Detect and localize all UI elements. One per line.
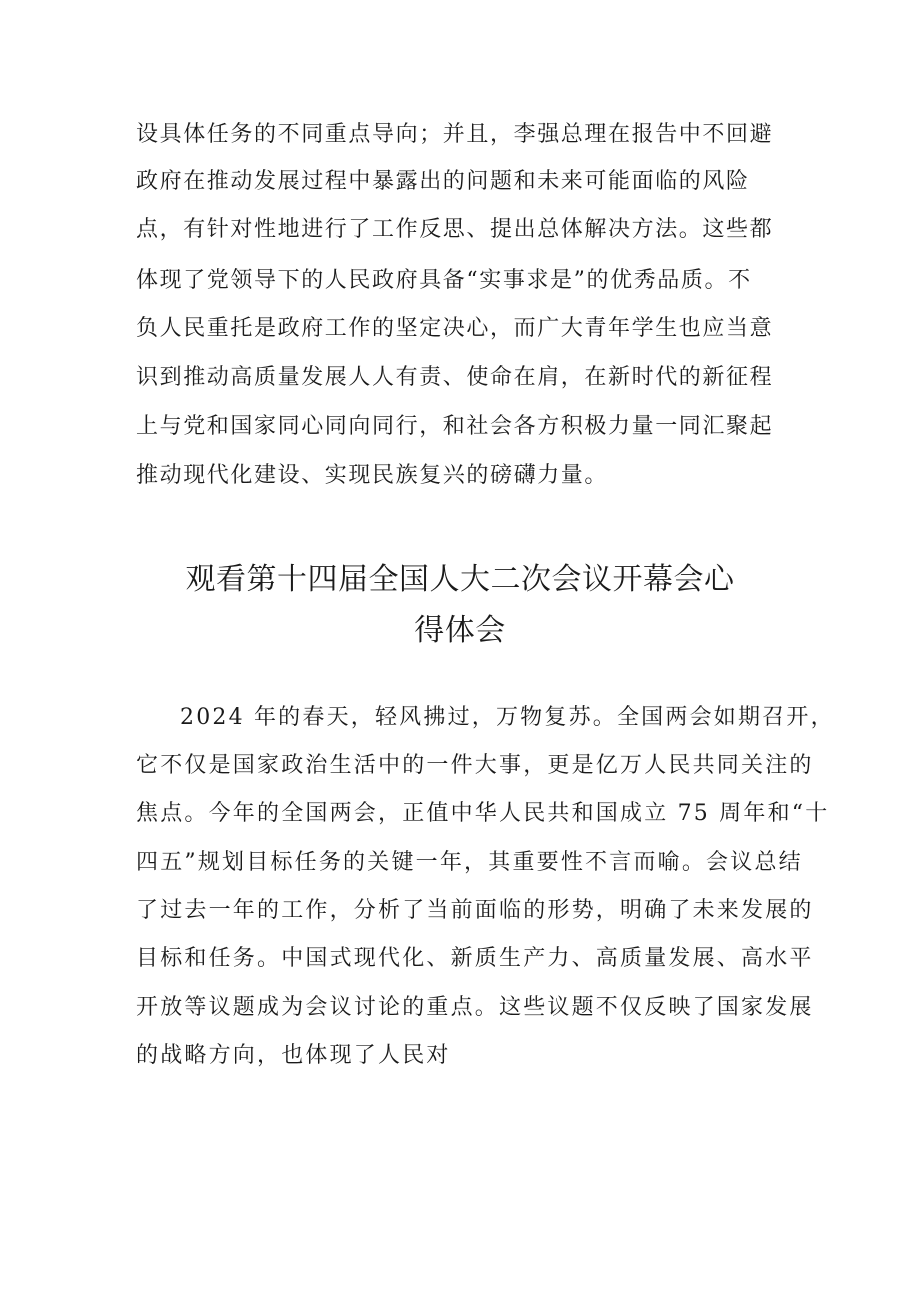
section-heading-line-1: 观看第十四届全国人大二次会议开幕会心 [185, 562, 735, 597]
paragraph-line: 体现了党领导下的人民政府具备“实事求是”的优秀品质。不 [136, 268, 752, 293]
paragraph-line: 开放等议题成为会议讨论的重点。这些议题不仅反映了国家发展 [136, 995, 814, 1020]
paragraph-line: 的战略方向，也体现了人民对 [136, 1043, 451, 1068]
paragraph-line: 识到推动高质量发展人人有责、使命在肩，在新时代的新征程 [136, 365, 774, 390]
paragraph-line: 设具体任务的不同重点导向；并且，李强总理在报告中不回避 [136, 122, 774, 147]
paragraph-line: 它不仅是国家政治生活中的一件大事，更是亿万人民共同关注的 [136, 753, 814, 778]
paragraph-line: 四五”规划目标任务的关键一年，其重要性不言而喻。会议总结 [136, 850, 803, 875]
paragraph-line: 目标和任务。中国式现代化、新质生产力、高质量发展、高水平 [136, 946, 814, 971]
paragraph-line: 点，有针对性地进行了工作反思、提出总体解决方法。这些都 [136, 217, 774, 242]
paragraph-line: 政府在推动发展过程中暴露出的问题和未来可能面临的风险 [136, 169, 750, 194]
paragraph-line: 了过去一年的工作，分析了当前面临的形势，明确了未来发展的 [136, 898, 814, 923]
paragraph-line: 上与党和国家同心同向同行，和社会各方积极力量一同汇聚起 [136, 414, 774, 439]
paragraph-line: 焦点。今年的全国两会，正值中华人民共和国成立 75 周年和“十 [136, 801, 830, 826]
paragraph-line: 负人民重托是政府工作的坚定决心，而广大青年学生也应当意 [136, 316, 774, 341]
paragraph-line: 推动现代化建设、实现民族复兴的磅礴力量。 [136, 463, 609, 488]
section-heading-line-2: 得体会 [414, 613, 506, 648]
paragraph-line: 2024 年的春天，轻风拂过，万物复苏。全国两会如期召开， [180, 705, 835, 730]
